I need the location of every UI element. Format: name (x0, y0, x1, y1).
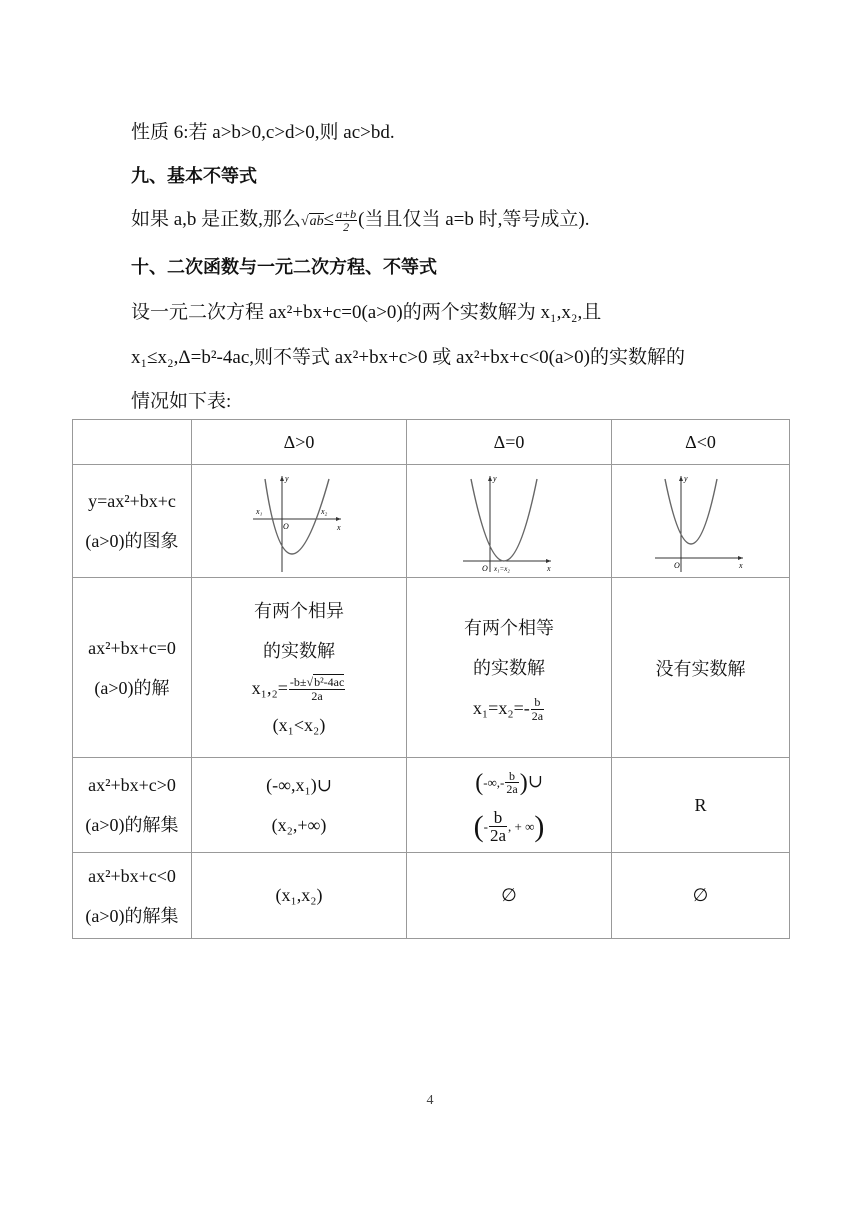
header-delta-zero: Δ=0 (407, 420, 612, 465)
intro-line-2: x₁≤x₂,Δ=b²-4ac,则不等式 ax²+bx+c>0 或 ax²+bx+c<0(a>0)的实数解的 (131, 347, 685, 368)
gt-delta-pos: (-∞,x₁)∪ (x₂,+∞) (192, 758, 407, 853)
leq: ≤ (323, 209, 335, 230)
lt-delta-pos: (x₁,x₂) (192, 853, 407, 939)
page-number: 4 (426, 1093, 434, 1108)
double-root-formula: x₁=x₂=- $\frac{b}{2a}$ (472, 695, 544, 723)
property-6: 性质 6:若 a>b>0,c>d>0,则 ac>bd. (131, 122, 395, 143)
label-gt: ax²+bx+c>0 (a>0)的解集 (73, 758, 192, 853)
parabola-one-root (459, 469, 559, 573)
svg-text:y: y (493, 474, 497, 483)
s9-before: 如果 a,b 是正数,那么 (131, 209, 301, 230)
label-lt: ax²+bx+c<0 (a>0)的解集 (73, 853, 192, 939)
table-row-gt (73, 758, 790, 853)
s9-after: (当且仅当 a=b 时,等号成立). (358, 209, 590, 230)
svg-text:x: x (337, 523, 341, 532)
graph-delta-zero (407, 465, 612, 578)
header-delta-pos: Δ>0 (192, 420, 407, 465)
lt-delta-zero: ∅ (407, 853, 612, 939)
table-row-roots (73, 578, 790, 758)
svg-text:x: x (547, 564, 551, 573)
graph-delta-pos (192, 465, 407, 578)
svg-text:O: O (283, 522, 289, 531)
table-header-row (73, 420, 790, 465)
section-9-heading: 九、基本不等式 (131, 166, 257, 187)
graph-delta-neg (612, 465, 790, 578)
svg-text:x₁: x₁ (256, 507, 263, 516)
parabola-no-root (651, 469, 751, 573)
label-roots: ax²+bx+c=0 (a>0)的解 (73, 578, 192, 758)
header-empty (73, 420, 192, 465)
section-10-heading: 十、二次函数与一元二次方程、不等式 (131, 257, 437, 278)
intro-line-1: 设一元二次方程 ax²+bx+c=0(a>0)的两个实数解为 x₁,x₂,且 (131, 302, 602, 323)
label-graph: y=ax²+bx+c (a>0)的图象 (73, 465, 192, 578)
ab-fraction: $\frac{a+b}{2}$ (336, 206, 357, 235)
roots-delta-zero: 有两个相等 的实数解 x₁=x₂=- $\frac{b}{2a}$ (407, 578, 612, 758)
intro-line-3: 情况如下表: (131, 391, 232, 412)
lt-delta-neg: ∅ (612, 853, 790, 939)
svg-text:y: y (683, 474, 688, 483)
svg-text:x₂: x₂ (321, 507, 328, 516)
sqrt-ab: √ab (300, 214, 324, 229)
header-delta-neg: Δ<0 (612, 420, 790, 465)
svg-text:y: y (285, 474, 289, 483)
roots-delta-neg: 没有实数解 (612, 578, 790, 758)
table-row-lt (73, 853, 790, 939)
parabola-two-roots (249, 469, 349, 573)
section-9-text (131, 204, 589, 234)
svg-text:O: O (673, 561, 680, 570)
gt-delta-neg: R (612, 758, 790, 853)
svg-text:x: x (738, 561, 743, 570)
quadratic-table (72, 419, 790, 939)
svg-text:O: O (482, 564, 488, 573)
roots-formula: x₁,₂= $\frac{\text{-b±√b²-4ac}}{2a}$ (251, 675, 345, 703)
roots-delta-pos: 有两个相异 的实数解 x₁,₂= $\frac{\text{-b±√b²-4ac}}{2a}$ (x₁<x₂) (192, 578, 407, 758)
svg-text:x₁=x₂: x₁=x₂ (494, 565, 510, 573)
gt-delta-zero: (-∞,- $\frac{b}{2a}$ )∪ (- $\frac{b}{2a}$ , + ∞) (407, 758, 612, 853)
table-row-graph (73, 465, 790, 578)
